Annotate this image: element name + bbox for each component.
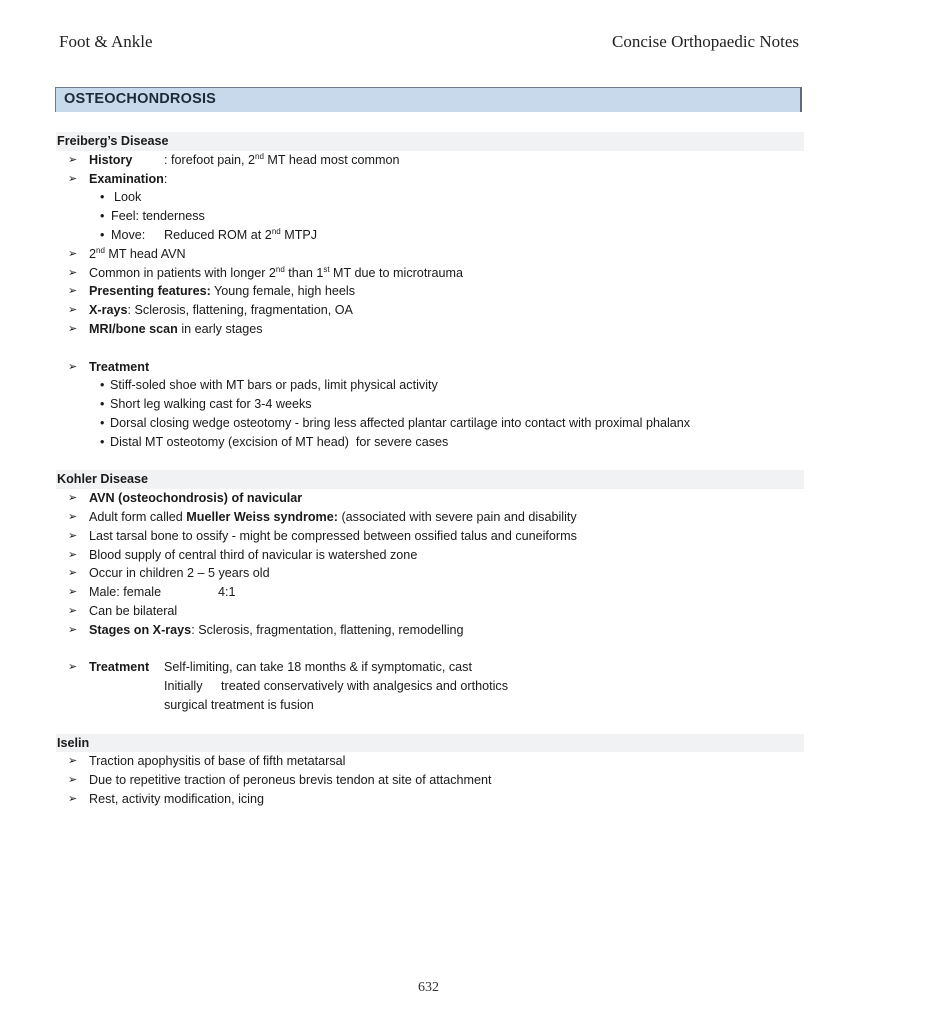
section-title: OSTEOCHONDROSIS — [64, 91, 217, 107]
list-item-treatment: ➢ Treatment — [56, 358, 804, 377]
arrow-bullet-icon: ➢ — [68, 755, 78, 768]
list-item-xrays: ➢ X-rays: Sclerosis, flattening, fragmentation, OA — [56, 301, 804, 320]
list-item-avn: ➢ 2nd MT head AVN — [56, 245, 804, 264]
list-item-stages: ➢ Stages on X-rays: Sclerosis, fragmentation, flattening, remodelling — [56, 621, 804, 640]
arrow-bullet-icon: ➢ — [68, 623, 78, 636]
arrow-bullet-icon: ➢ — [68, 492, 78, 505]
arrow-bullet-icon: ➢ — [68, 285, 78, 298]
dot-bullet-icon: • — [100, 227, 105, 242]
arrow-bullet-icon: ➢ — [68, 322, 78, 335]
sub-item-move: • Move: Reduced ROM at 2nd MTPJ — [56, 226, 804, 245]
treatment-item: • Distal MT osteotomy (excision of MT head) for severe cases — [56, 433, 804, 452]
arrow-bullet-icon: ➢ — [68, 360, 78, 373]
running-header-chapter: Foot & Ankle — [59, 32, 153, 51]
arrow-bullet-icon: ➢ — [68, 172, 78, 185]
arrow-bullet-icon: ➢ — [68, 604, 78, 617]
list-item-mri: ➢ MRI/bone scan in early stages — [56, 320, 804, 339]
page-number: 632 — [418, 980, 439, 995]
arrow-bullet-icon: ➢ — [68, 792, 78, 805]
list-item-adult-form: ➢ Adult form called Mueller Weiss syndrome: (associated with severe pain and disability — [56, 508, 804, 527]
arrow-bullet-icon: ➢ — [68, 529, 78, 542]
arrow-bullet-icon: ➢ — [68, 510, 78, 523]
arrow-bullet-icon: ➢ — [68, 548, 78, 561]
kohler-treatment-line: surgical treatment is fusion — [164, 697, 314, 712]
page-content — [56, 132, 804, 809]
treatment-item: • Dorsal closing wedge osteotomy - bring less affected plantar cartilage into contact with proximal phalanx — [56, 414, 804, 433]
list-item: ➢ Due to repetitive traction of peroneus brevis tendon at site of attachment — [56, 771, 804, 790]
list-item: ➢ Rest, activity modification, icing — [56, 790, 804, 809]
subsection-title-freiberg: Freiberg’s Disease — [56, 132, 804, 151]
dot-bullet-icon: • — [100, 190, 105, 205]
arrow-bullet-icon: ➢ — [68, 304, 78, 317]
list-item-blood-supply: ➢ Blood supply of central third of navicular is watershed zone — [56, 546, 804, 565]
section-banner — [55, 87, 802, 112]
treatment-item: • Stiff-soled shoe with MT bars or pads, limit physical activity — [56, 376, 804, 395]
arrow-bullet-icon: ➢ — [68, 266, 78, 279]
sub-item-feel: • Feel: tenderness — [56, 207, 804, 226]
list-item-examination: ➢ Examination: — [56, 170, 804, 189]
dot-bullet-icon: • — [100, 209, 105, 224]
subsection-title-kohler: Kohler Disease — [56, 470, 804, 489]
arrow-bullet-icon: ➢ — [68, 247, 78, 260]
subsection-title-iselin: Iselin — [56, 734, 804, 753]
list-item: ➢ Traction apophysitis of base of fifth metatarsal — [56, 752, 804, 771]
kohler-treatment-line: Initially treated conservatively with analgesics and orthotics — [164, 679, 509, 694]
arrow-bullet-icon: ➢ — [68, 153, 78, 166]
running-header-book-title: Concise Orthopaedic Notes — [612, 32, 799, 51]
list-item-last-tarsal: ➢ Last tarsal bone to ossify - might be compressed between ossified talus and cuneiforms — [56, 527, 804, 546]
treatment-item: • Short leg walking cast for 3-4 weeks — [56, 395, 804, 414]
arrow-bullet-icon: ➢ — [68, 661, 78, 674]
dot-bullet-icon: • — [100, 378, 105, 393]
list-item-occur: ➢ Occur in children 2 – 5 years old — [56, 564, 804, 583]
list-item-kohler-treatment: ➢ Treatment Self-limiting, can take 18 months & if symptomatic, cast — [56, 658, 804, 677]
list-item-bilateral: ➢ Can be bilateral — [56, 602, 804, 621]
list-item-presenting: ➢ Presenting features: Young female, high heels — [56, 282, 804, 301]
list-item-avn-navicular: ➢ AVN (osteochondrosis) of navicular — [56, 489, 804, 508]
arrow-bullet-icon: ➢ — [68, 567, 78, 580]
arrow-bullet-icon: ➢ — [68, 586, 78, 599]
list-item-common: ➢ Common in patients with longer 2nd than 1st MT due to microtrauma — [56, 264, 804, 283]
list-item-ratio: ➢ Male: female 4:1 — [56, 583, 804, 602]
dot-bullet-icon: • — [100, 397, 105, 412]
arrow-bullet-icon: ➢ — [68, 774, 78, 787]
dot-bullet-icon: • — [100, 434, 105, 449]
list-item-history: ➢ History : forefoot pain, 2nd MT head most common — [56, 151, 804, 170]
sub-item-look: • Look — [56, 188, 804, 207]
dot-bullet-icon: • — [100, 415, 105, 430]
